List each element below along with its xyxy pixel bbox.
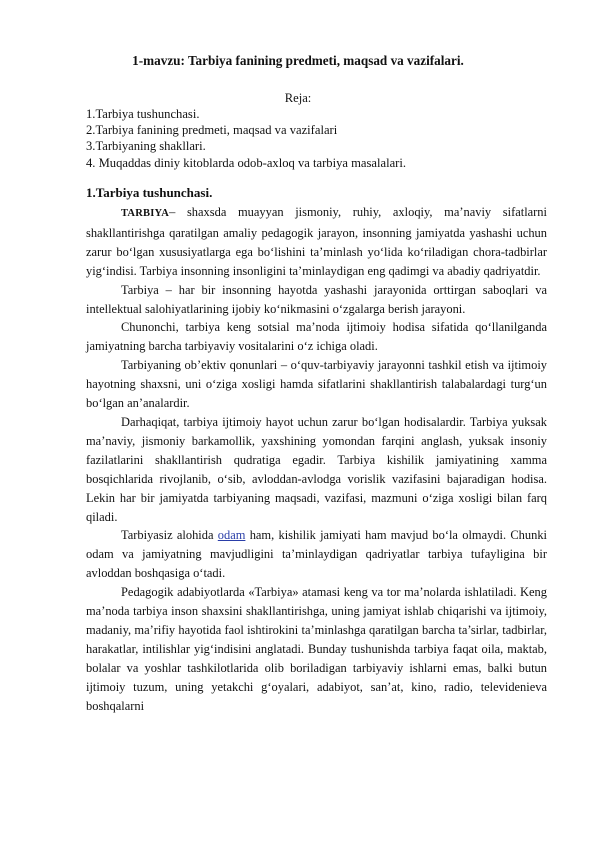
paragraph: Chunonchi, tarbiya keng sotsial ma’noda ijtimoiy hodisa sifatida qo‘llanilganda jamiyatning barcha tarbiyaviy vositalarini o‘z ichiga oladi. bbox=[86, 320, 547, 354]
plan-item: 2.Tarbiya fanining predmeti, maqsad va vazifalari bbox=[86, 123, 338, 138]
paragraph: Tarbiya – har bir insonning hayotda yashashi jarayonida orttirgan saboqlari va intellektual salohiyatlarining ijobiy ko‘nikmasini o‘zgalarga berish jarayoni. bbox=[86, 282, 547, 316]
plan-item: 3.Tarbiyaning shakllari. bbox=[86, 139, 206, 154]
term-tarbiya: TARBIYA bbox=[121, 208, 170, 219]
paragraph-text: Tarbiyasiz alohida bbox=[121, 528, 218, 543]
paragraph: Tarbiyaning ob’ektiv qonunlari – o‘quv-tarbiyaviy jarayonni tashkil etish va ijtimoiy hayotning shaxsni, uni o‘ziga xosligi hamda sifatlarini shakllantirish talabalardagi turg‘un bo‘lgan an’analardir. bbox=[86, 358, 547, 411]
plan-item: 1.Tarbiya tushunchasi. bbox=[86, 107, 200, 121]
paragraph bbox=[86, 526, 547, 583]
page-title: 1-mavzu: Tarbiya fanining predmeti, maqsad va vazifalari. bbox=[132, 53, 464, 68]
paragraph-text: ham, kishilik jamiyati ham mavjud bo‘la olmaydi. Chunki odam va jamiyatning mavjudligini ta’minlaydigan qadriyatlar tarbiya tufayligina bir avloddan boshqasiga o‘tadi. bbox=[86, 528, 547, 581]
plan-list bbox=[86, 106, 546, 171]
paragraph: Pedagogik adabiyotlarda «Tarbiya» atamasi keng va tor ma’nolarda ishlatiladi. Keng ma’noda tarbiya inson shaxsini shakllantirishga, uning jamiyat ishlab chiqarishi va ijtimoiy, madaniy, ma’rifiy hayotida faol ishtirokini ta’minlashga qaratilgan barcha ta’sirlar, tadbirlar, harakatlar, intilishlar yig‘indisini anglatadi. Bunday tushunishda tarbiya faqat oila, maktab, bolalar va yoshlar tashkilotlarida olib boriladigan tarbiyaviy ishlarni emas, balki butun ijtimoiy tuzum, uning yetakchi g‘oyalari, adabiyot, san’at, kino, radio, televidenieva boshqalarni bbox=[86, 585, 547, 713]
body-text bbox=[86, 203, 547, 715]
paragraph bbox=[86, 203, 547, 281]
section-heading: 1.Tarbiya tushunchasi. bbox=[86, 185, 213, 200]
odam-link[interactable]: odam bbox=[217, 528, 246, 543]
plan-item: 4. Muqaddas diniy kitoblarda odob-axloq va tarbiya masalalari. bbox=[86, 155, 407, 170]
paragraph-text: – shaxsda muayyan jismoniy, ruhiy, axloqiy, ma’naviy sifatlarni shakllantirishga qaratilgan amaliy pedagogik jarayon, insonning jamiyatda yashashi uchun zarur bo‘lgan xususiyatlarga ega bo‘lishini ta’minlash yo‘lida ko‘riladigan chora-tadbirlar yig‘indisi. Tarbiya insonning insonligini ta’minlaydigan eng qadimgi va abadiy qadriyatdir. bbox=[86, 205, 547, 278]
paragraph: Darhaqiqat, tarbiya ijtimoiy hayot uchun zarur bo‘lgan hodisalardir. Tarbiya yuksak ma’naviy, jismoniy barkamollik, yaxshining yomondan farqini anglash, yuksak insoniy fazilatlarini shakllantirish qudratiga egadir. Tarbiya kishilik jamiyatining xamma bosqichlarida rivojlanib, o‘sib, avloddan-avlodga vorislik vazifasini bajaradigan hodisa. Lekin har bir jamiyatda tarbiyaning maqsadi, vazifasi, mazmuni o‘ziga xosligi bilan farq qiladi. bbox=[86, 414, 547, 524]
plan-label: Reja: bbox=[284, 91, 312, 105]
